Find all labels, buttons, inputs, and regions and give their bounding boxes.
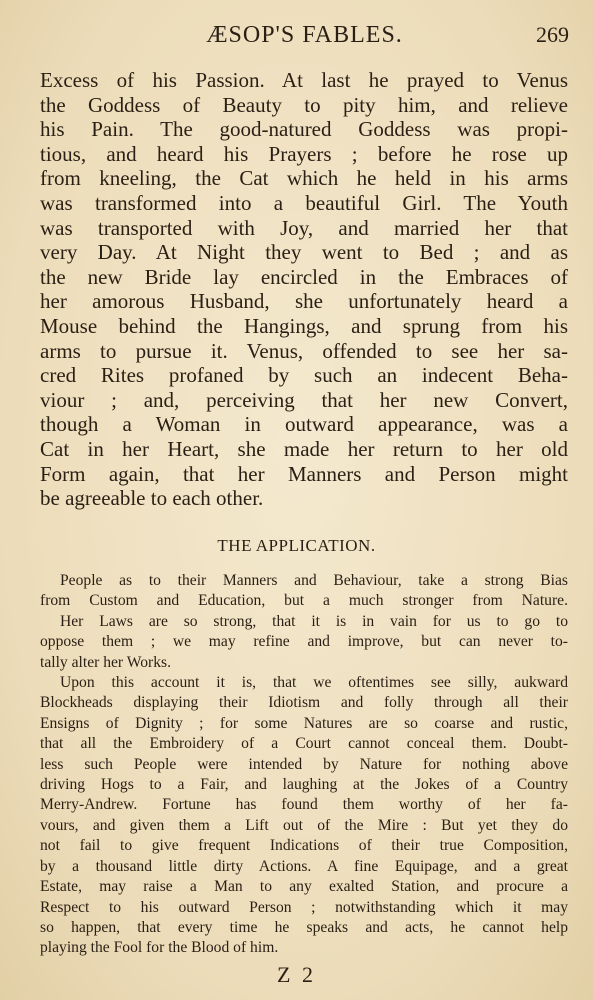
application-line: that all the Embroidery of a Court cannot conceal them. Doubt-	[40, 735, 568, 753]
fable-line: viour ; and, perceiving that her new Convert,	[40, 387, 568, 412]
application-line: Upon this account it is, that we oftentimes see silly, aukward	[60, 674, 568, 692]
page-number: 269	[536, 22, 569, 47]
application-line: Her Laws are so strong, that it is in vain for us to go to	[60, 612, 568, 630]
running-head	[40, 22, 569, 50]
fable-line: though a Woman in outward appearance, was a	[40, 412, 568, 437]
fable-line: be agreeable to each other.	[40, 486, 264, 511]
application-line: oppose them ; we may refine and improve, but can never to-	[40, 633, 568, 651]
fable-line: was transported with Joy, and married her that	[40, 215, 568, 240]
application-line: by a thousand little dirty Actions. A fine Equipage, and a great	[40, 857, 568, 875]
application-line: not fail to give frequent Indications of their true Composition,	[40, 837, 568, 855]
fable-line: very Day. At Night they went to Bed ; and as	[40, 240, 568, 265]
application-line: People as to their Manners and Behaviour, take a strong Bias	[60, 572, 568, 589]
fable-text	[40, 68, 568, 511]
fable-line: tious, and heard his Prayers ; before he rose up	[40, 141, 568, 166]
signature-mark: Z 2	[277, 962, 316, 987]
application-line: Ensigns of Dignity ; for some Natures are so coarse and rustic,	[40, 714, 568, 732]
application-line: playing the Fool for the Blood of him.	[40, 939, 279, 957]
fable-line: Cat in her Heart, she made her return to her old	[40, 436, 568, 461]
fable-line: cred Rites profaned by such an indecent Beha-	[40, 363, 568, 388]
fable-line: arms to pursue it. Venus, offended to see her sa-	[40, 338, 568, 363]
fable-line: the Goddess of Beauty to pity him, and relieve	[40, 92, 568, 117]
application-line: Estate, may raise a Man to any exalted Station, and procure a	[40, 878, 568, 896]
running-title: ÆSOP'S FABLES.	[206, 22, 403, 48]
application-line: Merry-Andrew. Fortune has found them worthy of her fa-	[40, 796, 568, 814]
application-line: tally alter her Works.	[40, 653, 171, 671]
application-line: so happen, that every time he speaks and acts, he cannot help	[40, 918, 568, 936]
fable-line: her amorous Husband, she unfortunately heard a	[40, 289, 568, 314]
application-line: from Custom and Education, but a much stronger from Nature.	[40, 592, 568, 610]
fable-line: Mouse behind the Hangings, and sprung from his	[40, 313, 568, 338]
application-line: less such People were intended by Nature for nothing above	[40, 755, 568, 773]
application-line: Blockheads displaying their Idiotism and folly through all their	[40, 694, 568, 712]
application-line: vours, and given them a Lift out of the Mire : But yet they do	[40, 816, 568, 834]
application-line: driving Hogs to a Fair, and laughing at the Jokes of a Country	[40, 776, 568, 794]
fable-line: from kneeling, the Cat which he held in his arms	[40, 166, 568, 191]
application-line: Respect to his outward Person ; notwithstanding which it may	[40, 898, 568, 916]
application-heading: THE APPLICATION.	[217, 536, 376, 555]
fable-line: Excess of his Passion. At last he prayed to Venus	[40, 68, 568, 92]
application-text	[40, 571, 568, 959]
fable-line: was transformed into a beautiful Girl. The Youth	[40, 190, 568, 215]
fable-line: his Pain. The good-natured Goddess was propi-	[40, 117, 568, 142]
fable-line: Form again, that her Manners and Person might	[40, 461, 568, 486]
fable-line: the new Bride lay encircled in the Embraces of	[40, 264, 568, 289]
